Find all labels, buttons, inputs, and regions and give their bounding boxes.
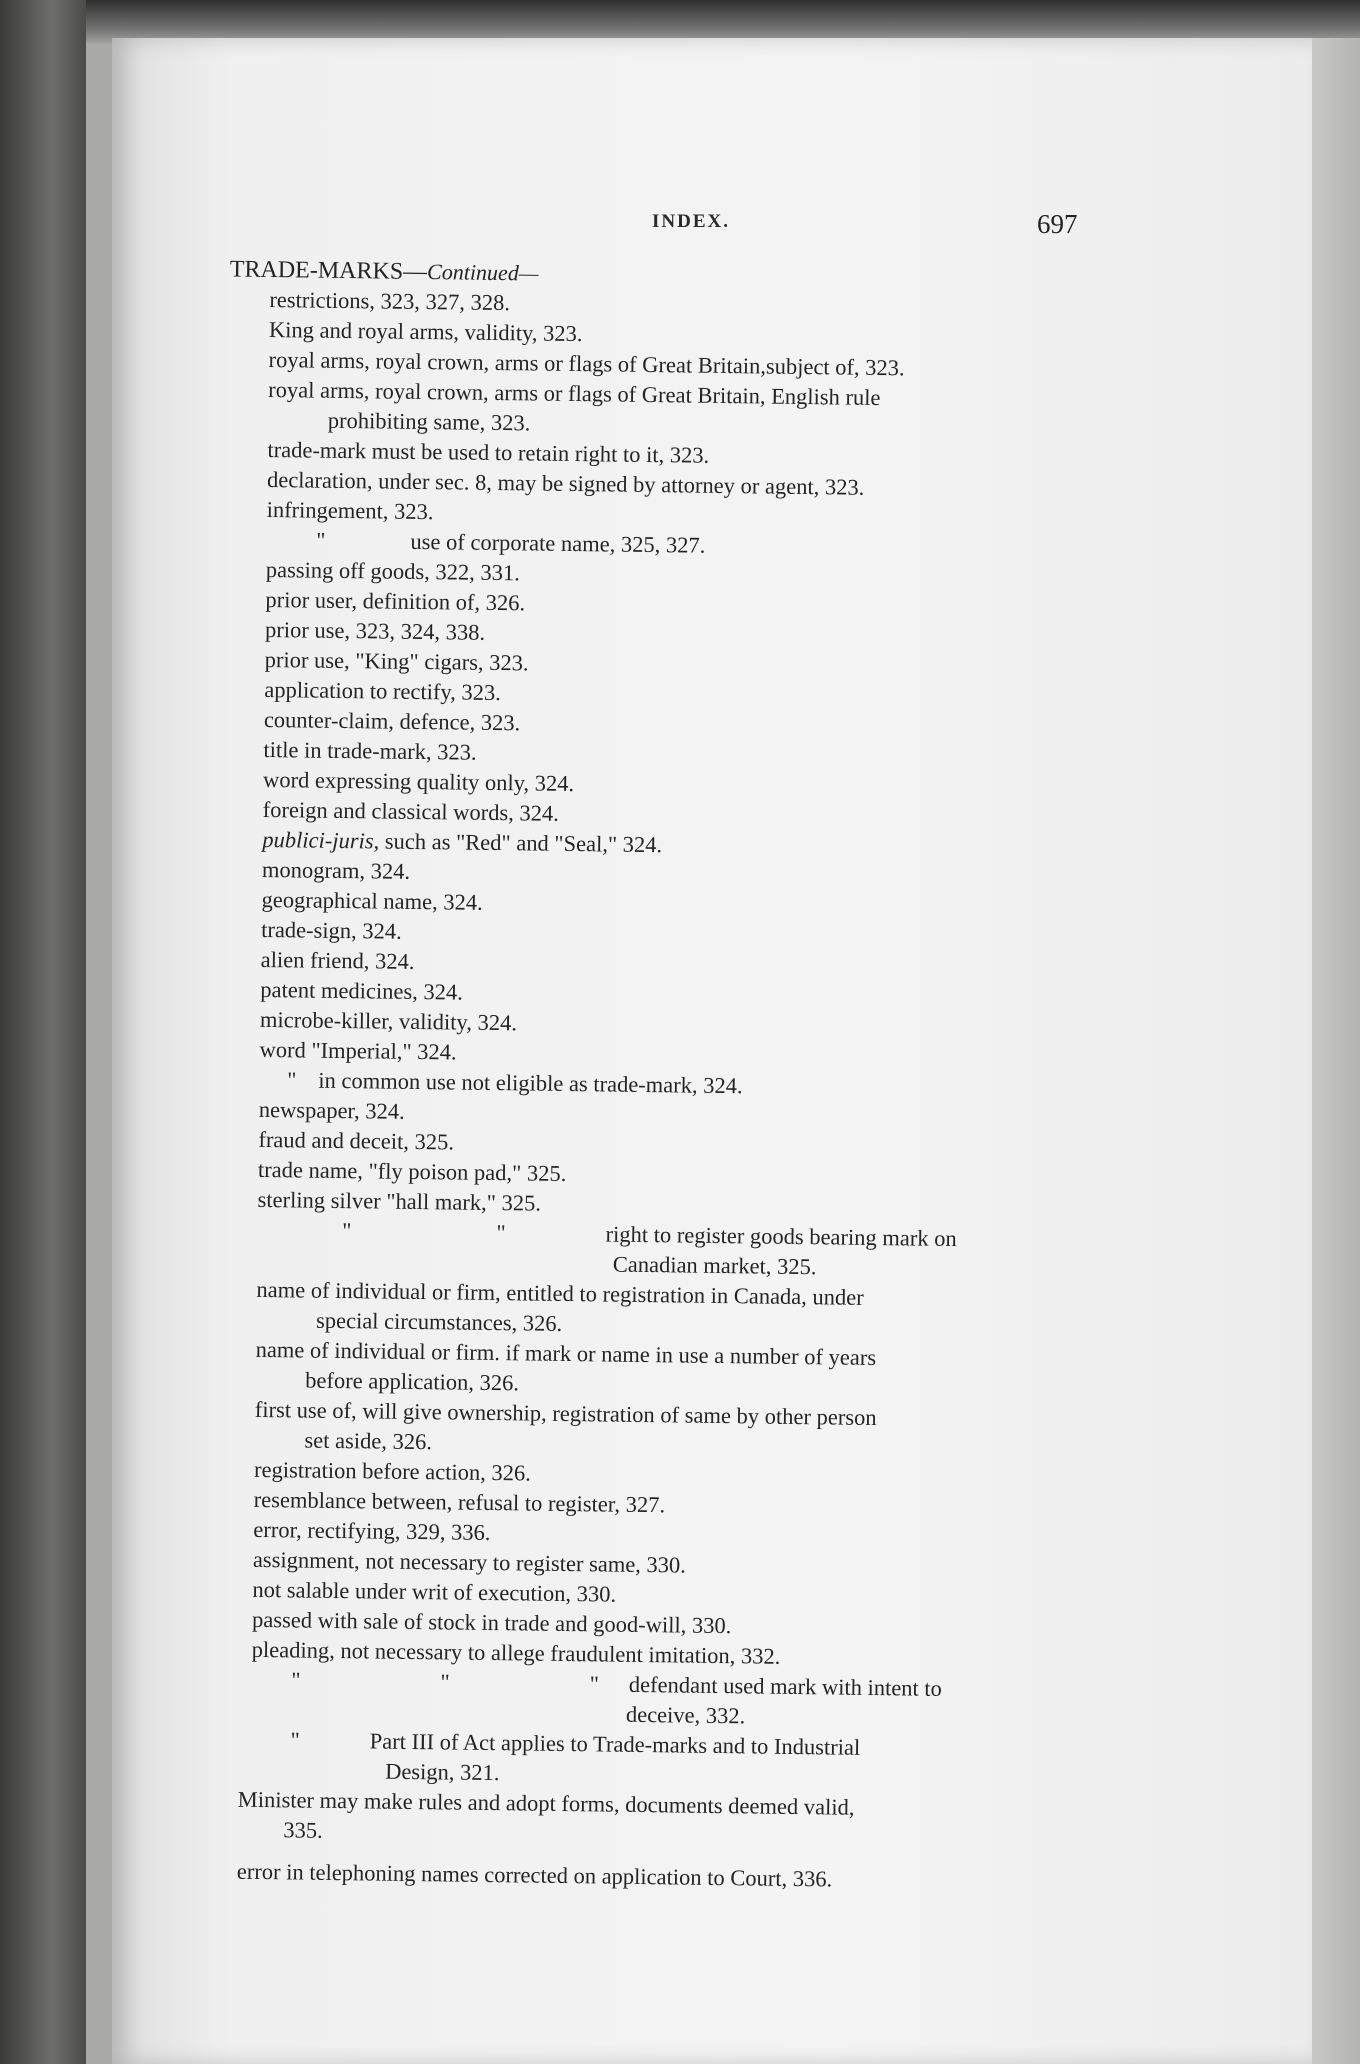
index-entry: pleading, not necessary to allege fraudulent imitation, 332.	[251, 1636, 781, 1669]
index-entry-continuation: set aside, 326.	[304, 1427, 433, 1455]
index-entry-text: defendant used mark with intent to	[628, 1671, 943, 1701]
index-entry: trade name, "fly poison pad," 325.	[257, 1156, 567, 1186]
index-entry: assignment, not necessary to register same, 330.	[252, 1546, 687, 1578]
ditto-mark: "	[316, 527, 326, 553]
index-entry-text: right to register goods bearing mark on	[605, 1221, 957, 1252]
index-entry: passed with sale of stock in trade and good-will, 330.	[251, 1606, 732, 1639]
index-entry: word "Imperial," 324.	[259, 1036, 457, 1065]
page-number: 697	[1037, 209, 1078, 239]
index-entry: application to rectify, 323.	[264, 676, 502, 706]
index-entry: registration before action, 326.	[253, 1456, 532, 1486]
index-entry: alien friend, 324.	[260, 946, 415, 974]
ditto-mark: "	[589, 1671, 600, 1697]
index-entry: patent medicines, 324.	[260, 976, 463, 1005]
index-entry: resemblance between, refusal to register, 327.	[253, 1486, 666, 1518]
index-entry: fraud and deceit, 325.	[258, 1126, 455, 1155]
index-entry: restrictions, 323, 327, 328.	[269, 286, 511, 316]
index-entry: royal arms, royal crown, arms or flags of Great Britain, English rule	[268, 376, 881, 411]
ditto-mark: "	[287, 1067, 297, 1093]
index-entry: foreign and classical words, 324.	[262, 796, 560, 826]
index-content	[229, 255, 1130, 1898]
index-entry: sterling silver "hall mark," 325.	[257, 1186, 542, 1216]
index-entry: trade-sign, 324.	[261, 916, 402, 944]
running-head: INDEX.	[652, 211, 730, 232]
index-entry: passing off goods, 322, 331.	[265, 556, 520, 586]
index-entry: prior use, "King" cigars, 323.	[264, 646, 529, 676]
left-page-edge	[0, 0, 86, 2064]
index-entry-continuation: Canadian market, 325.	[612, 1251, 817, 1280]
ditto-mark: "	[290, 1727, 300, 1753]
index-entry-text: such as "Red" and "Seal," 324.	[379, 828, 663, 858]
index-entry: error, rectifying, 329, 336.	[253, 1516, 491, 1545]
right-page-edge	[1312, 38, 1360, 2064]
index-entry: microbe-killer, validity, 324.	[259, 1006, 518, 1036]
index-entry: prior user, definition of, 326.	[265, 586, 526, 616]
index-entry: word expressing quality only, 324.	[262, 766, 575, 797]
ditto-mark: "	[440, 1669, 450, 1695]
ditto-mark: "	[342, 1218, 352, 1244]
index-entry: name of individual or firm. if mark or name in use a number of years	[255, 1336, 877, 1371]
index-entry-continuation: before application, 326.	[305, 1367, 520, 1396]
index-entry-text: in common use not eligible as trade-mark, 324.	[318, 1067, 743, 1099]
index-entry-continuation: 335.	[283, 1817, 323, 1843]
index-entry: name of individual or firm, entitled to registration in Canada, under	[256, 1276, 864, 1310]
index-entry: newspaper, 324.	[258, 1096, 405, 1124]
index-entry: trade-mark must be used to retain right to it, 323.	[267, 436, 710, 468]
index-entry: not salable under writ of execution, 330.	[252, 1576, 617, 1607]
index-entry-continuation: deceive, 332.	[625, 1701, 746, 1729]
index-entry-latin: publici-juris,	[262, 826, 380, 854]
ditto-mark: "	[496, 1220, 506, 1246]
index-entry: title in trade-mark, 323.	[263, 736, 477, 765]
index-entry: prior use, 323, 324, 338.	[264, 616, 486, 645]
index-entry: counter-claim, defence, 323.	[263, 706, 521, 736]
index-entry: Minister may make rules and adopt forms, documents deemed valid,	[237, 1786, 855, 1820]
index-entry-text: Part III of Act applies to Trade-marks and to Industrial	[369, 1728, 861, 1760]
index-entry-text: use of corporate name, 325, 327.	[410, 528, 706, 558]
index-entry: infringement, 323.	[266, 496, 434, 525]
ditto-mark: "	[291, 1667, 301, 1693]
index-entry-continuation: special circumstances, 326.	[315, 1307, 563, 1336]
index-entry-continuation: Design, 321.	[385, 1758, 500, 1786]
index-entry: error in telephoning names corrected on application to Court, 336.	[236, 1858, 833, 1892]
index-entry-continuation: prohibiting same, 323.	[327, 407, 531, 436]
heading-title: TRADE-MARKS—	[229, 256, 428, 286]
heading-continued: Continued—	[426, 259, 539, 286]
index-entry: monogram, 324.	[261, 856, 411, 884]
index-entry: King and royal arms, validity, 323.	[268, 316, 583, 347]
index-entry: declaration, under sec. 8, may be signed by attorney or agent, 323.	[266, 466, 865, 500]
index-entry: royal arms, royal crown, arms or flags of Great Britain,subject of, 323.	[268, 346, 905, 381]
index-entry: geographical name, 324.	[261, 886, 483, 915]
index-entry: first use of, will give ownership, registration of same by other person	[254, 1396, 877, 1431]
